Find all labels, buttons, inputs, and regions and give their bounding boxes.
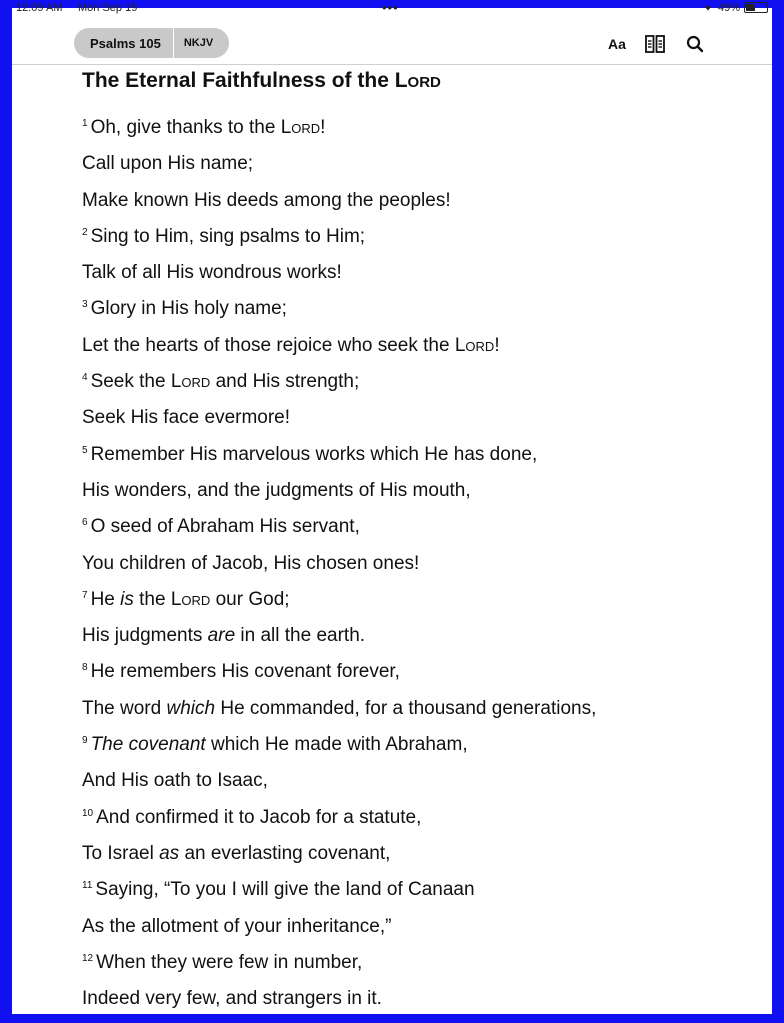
verse-text-italic: which (166, 697, 216, 719)
verse-text: To Israel (82, 842, 160, 864)
verse-line[interactable] (82, 691, 762, 727)
verse-text: Remember His marvelous works which He has done, (90, 443, 538, 465)
heading-text: The Eternal Faithfulness of the (82, 69, 395, 92)
verse-text-lord: Lord (170, 588, 211, 610)
verse-text: ! (494, 334, 500, 356)
reader-toolbar (12, 22, 772, 65)
verse-text: Indeed very few, and strangers in it. (82, 988, 382, 1010)
verse-line[interactable] (82, 183, 762, 219)
verse-number: 1 (82, 118, 88, 129)
book-chapter-button[interactable]: Psalms 105 (74, 28, 174, 58)
verse-text: an everlasting covenant, (179, 842, 391, 864)
verse-line[interactable] (82, 654, 762, 690)
verse-number: 5 (82, 444, 88, 456)
verse-text: He remembers His covenant forever, (90, 661, 400, 683)
verse-number: 4 (82, 372, 88, 384)
status-date: Mon Sep 19 (78, 2, 138, 14)
section-heading (82, 64, 762, 110)
verse-text: Talk of all His wondrous works! (82, 262, 342, 284)
verse-text: Seek His face evermore! (82, 407, 291, 429)
battery-icon (744, 2, 768, 13)
verse-number: 3 (82, 299, 88, 311)
verse-text: Saying, “To you I will give the land of Canaan (95, 879, 475, 901)
verse-text: in all the earth. (235, 625, 366, 647)
verse-line[interactable] (82, 328, 762, 364)
verse-line[interactable] (82, 836, 762, 872)
verse-text-italic: is (120, 588, 134, 610)
verse-line[interactable] (82, 763, 762, 799)
verse-line[interactable] (82, 909, 762, 945)
verse-text-italic: as (159, 842, 180, 864)
search-icon[interactable] (686, 35, 704, 53)
verse-text: When they were few in number, (96, 951, 363, 973)
verse-number: 8 (82, 662, 88, 674)
verse-text: The word (82, 697, 167, 719)
verse-text: Sing to Him, sing psalms to Him; (90, 225, 366, 247)
verse-number: 12 (82, 952, 94, 964)
verse-text: Oh, give thanks to the (90, 117, 281, 138)
multitasking-dots[interactable]: ••• (382, 0, 399, 15)
verse-text: O seed of Abraham His servant, (90, 516, 360, 538)
scripture-reader (82, 64, 762, 1017)
verse-line[interactable] (82, 146, 762, 182)
wifi-icon (702, 2, 714, 14)
verse-number: 9 (82, 735, 88, 747)
verse-line[interactable] (82, 291, 762, 327)
verse-line[interactable] (82, 110, 762, 146)
verse-text-italic: The covenant (90, 734, 206, 756)
verse-text-italic: are (207, 625, 236, 647)
verse-number: 7 (82, 589, 88, 601)
verse-line[interactable] (82, 546, 762, 582)
heading-lord: Lord (394, 69, 441, 92)
verse-line[interactable] (82, 400, 762, 436)
verse-text: the (133, 588, 171, 610)
parallel-bible-icon[interactable] (645, 35, 665, 53)
verse-line[interactable] (82, 437, 762, 473)
verse-text: His judgments (82, 625, 208, 647)
verse-number: 11 (82, 880, 93, 892)
verse-text: ! (320, 117, 326, 138)
verse-line[interactable] (82, 945, 762, 981)
verse-text: As the allotment of your inheritance,” (82, 915, 392, 937)
status-time: 12:09 AM (16, 2, 63, 14)
verse-text: You children of Jacob, His chosen ones! (82, 552, 420, 574)
verse-text-lord: Lord (280, 117, 321, 138)
reference-pill (74, 28, 229, 58)
verse-line[interactable] (82, 618, 762, 654)
verse-number: 6 (82, 517, 88, 529)
verse-text: and His strength; (210, 371, 360, 393)
verse-line[interactable] (82, 727, 762, 763)
verse-line[interactable] (82, 364, 762, 400)
status-bar (12, 2, 772, 16)
verse-text: which He made with Abraham, (205, 734, 468, 756)
version-button[interactable]: NKJV (183, 37, 214, 49)
verse-text: And His oath to Isaac, (82, 770, 268, 792)
verse-text: Glory in His holy name; (90, 298, 287, 320)
verse-text: His wonders, and the judgments of His mouth, (82, 479, 471, 501)
verse-text: Call upon His name; (82, 153, 254, 175)
verse-line[interactable] (82, 800, 762, 836)
verse-number: 10 (82, 807, 94, 819)
verse-text: Let the hearts of those rejoice who seek the (82, 334, 455, 356)
verse-line[interactable] (82, 582, 762, 618)
font-settings-button[interactable]: Aa (608, 36, 626, 52)
verse-line[interactable] (82, 509, 762, 545)
verse-text: And confirmed it to Jacob for a statute, (96, 806, 422, 828)
battery-percent: 49% (717, 2, 740, 14)
verse-text: Seek the (90, 371, 171, 393)
status-right (702, 2, 768, 14)
verse-line[interactable] (82, 981, 762, 1017)
verse-text: our God; (210, 588, 290, 610)
verse-text-lord: Lord (454, 334, 495, 356)
verse-text-lord: Lord (170, 371, 211, 393)
verse-line[interactable] (82, 255, 762, 291)
verse-line[interactable] (82, 473, 762, 509)
verse-text: He (90, 588, 121, 610)
verse-line[interactable] (82, 219, 762, 255)
verse-line[interactable] (82, 872, 762, 908)
screen (12, 0, 772, 1014)
verse-text: Make known His deeds among the peoples! (82, 189, 451, 211)
verse-number: 2 (82, 226, 88, 238)
verse-text: He commanded, for a thousand generations, (215, 697, 597, 719)
verse-list (82, 110, 762, 1017)
